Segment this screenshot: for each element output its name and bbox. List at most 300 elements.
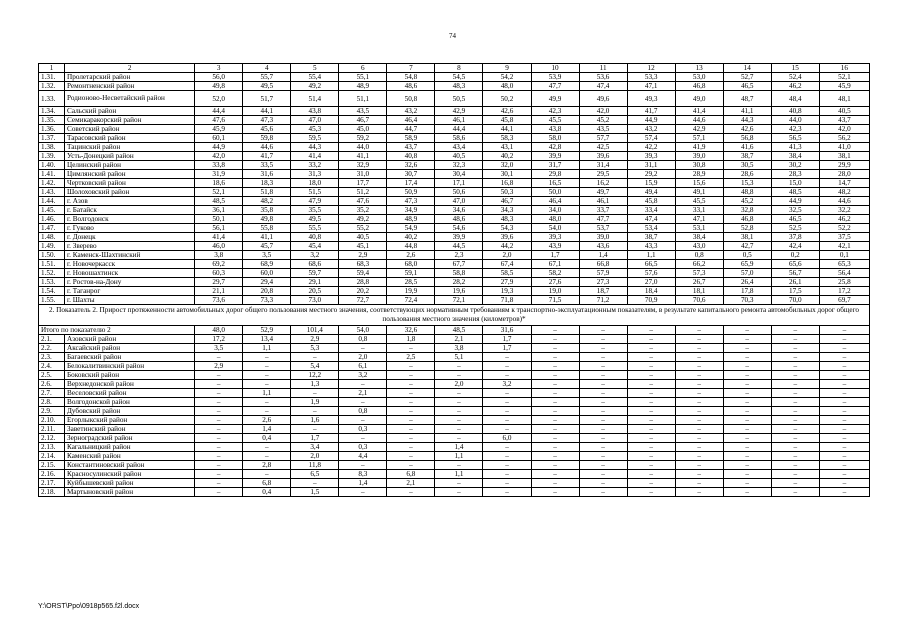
row-index: 1.48. — [39, 233, 65, 242]
district-name: Шолоховский район — [65, 188, 195, 197]
value-cell: 29,7 — [195, 278, 243, 287]
value-cell: 42,3 — [771, 125, 819, 134]
value-cell: 52,1 — [819, 73, 869, 82]
value-cell: 19,0 — [531, 287, 579, 296]
value-cell: 11,8 — [291, 461, 339, 470]
value-cell: – — [195, 434, 243, 443]
value-cell: – — [579, 371, 627, 380]
value-cell: 0,8 — [675, 251, 723, 260]
value-cell: 38,7 — [723, 152, 771, 161]
value-cell: 41,1 — [339, 152, 387, 161]
value-cell: 41,3 — [771, 143, 819, 152]
table-row — [39, 91, 870, 107]
row-index: 2.17. — [39, 479, 65, 488]
value-cell: 38,7 — [627, 233, 675, 242]
table-row — [39, 170, 870, 179]
value-cell: – — [819, 389, 869, 398]
value-cell: 47,0 — [291, 116, 339, 125]
value-cell: 57,1 — [675, 134, 723, 143]
value-cell: 49,1 — [675, 188, 723, 197]
value-cell: – — [387, 461, 435, 470]
value-cell: 1,7 — [483, 344, 531, 353]
value-cell: – — [627, 362, 675, 371]
value-cell: 2,1 — [339, 389, 387, 398]
value-cell: 34,9 — [387, 206, 435, 215]
value-cell: 46,1 — [435, 116, 483, 125]
value-cell: 48,7 — [723, 91, 771, 107]
value-cell: 58,6 — [435, 134, 483, 143]
value-cell: 0,3 — [339, 425, 387, 434]
value-cell: – — [819, 362, 869, 371]
value-cell: – — [195, 425, 243, 434]
value-cell: 45,2 — [579, 116, 627, 125]
value-cell: 68,6 — [291, 260, 339, 269]
value-cell: – — [339, 344, 387, 353]
value-cell: 17,5 — [771, 287, 819, 296]
table-row — [39, 425, 870, 434]
row-index: 2.9. — [39, 407, 65, 416]
section-title-row — [39, 305, 870, 326]
value-cell: 34,3 — [483, 206, 531, 215]
value-cell: 48,2 — [243, 197, 291, 206]
value-cell: 48,5 — [435, 326, 483, 335]
value-cell: 50,5 — [435, 91, 483, 107]
value-cell: – — [387, 443, 435, 452]
value-cell: 43,7 — [387, 143, 435, 152]
value-cell: 39,6 — [579, 152, 627, 161]
value-cell: – — [723, 434, 771, 443]
value-cell: – — [723, 362, 771, 371]
value-cell: – — [387, 425, 435, 434]
value-cell: – — [675, 416, 723, 425]
value-cell: 15,0 — [771, 179, 819, 188]
value-cell: 58,8 — [435, 269, 483, 278]
value-cell: – — [579, 335, 627, 344]
column-number: 5 — [291, 64, 339, 73]
table-row — [39, 125, 870, 134]
value-cell: – — [483, 479, 531, 488]
value-cell: 69,2 — [195, 260, 243, 269]
value-cell: 50,8 — [387, 91, 435, 107]
value-cell: 18,0 — [291, 179, 339, 188]
value-cell: 42,6 — [723, 125, 771, 134]
row-index: 2.8. — [39, 398, 65, 407]
row-index: 1.54. — [39, 287, 65, 296]
value-cell: 1,9 — [291, 398, 339, 407]
value-cell: 67,4 — [483, 260, 531, 269]
row-index: 1.40. — [39, 161, 65, 170]
value-cell: 48,8 — [723, 188, 771, 197]
value-cell: – — [387, 407, 435, 416]
value-cell: – — [579, 380, 627, 389]
value-cell: 31,0 — [339, 170, 387, 179]
value-cell: 45,0 — [339, 125, 387, 134]
value-cell: 46,4 — [387, 116, 435, 125]
table-row — [39, 470, 870, 479]
value-cell: – — [243, 470, 291, 479]
value-cell: 37,8 — [771, 233, 819, 242]
value-cell: 46,0 — [195, 242, 243, 251]
value-cell: 47,1 — [675, 215, 723, 224]
value-cell: – — [531, 488, 579, 497]
value-cell: 52,4 — [771, 73, 819, 82]
value-cell: 47,9 — [291, 197, 339, 206]
value-cell: – — [675, 398, 723, 407]
value-cell: 32,3 — [435, 161, 483, 170]
value-cell: 28,0 — [819, 170, 869, 179]
district-name: г. Батайск — [65, 206, 195, 215]
table-row — [39, 269, 870, 278]
value-cell: 56,8 — [723, 134, 771, 143]
value-cell: – — [531, 452, 579, 461]
district-name: Боковский район — [65, 371, 195, 380]
row-index: 2.16. — [39, 470, 65, 479]
value-cell: 70,0 — [771, 296, 819, 305]
value-cell: – — [723, 380, 771, 389]
value-cell: 45,8 — [627, 197, 675, 206]
value-cell: 45,6 — [243, 125, 291, 134]
row-index: 1.44. — [39, 197, 65, 206]
table-row — [39, 398, 870, 407]
value-cell: – — [531, 434, 579, 443]
value-cell: 30,7 — [387, 170, 435, 179]
value-cell: 38,4 — [675, 233, 723, 242]
value-cell: – — [195, 470, 243, 479]
value-cell: – — [195, 380, 243, 389]
value-cell: 44,5 — [435, 242, 483, 251]
column-number: 13 — [675, 64, 723, 73]
table-row — [39, 353, 870, 362]
table-row — [39, 251, 870, 260]
value-cell: 44,9 — [627, 116, 675, 125]
row-index: 1.33. — [39, 91, 65, 107]
value-cell: 1,7 — [483, 335, 531, 344]
table-row — [39, 116, 870, 125]
value-cell: 54,6 — [435, 224, 483, 233]
value-cell: 40,2 — [387, 233, 435, 242]
district-name: Багаевский район — [65, 353, 195, 362]
value-cell: 27,6 — [531, 278, 579, 287]
column-number: 15 — [771, 64, 819, 73]
value-cell: – — [531, 398, 579, 407]
value-cell: 48,0 — [483, 82, 531, 91]
value-cell: 47,0 — [435, 197, 483, 206]
value-cell: 41,7 — [627, 107, 675, 116]
value-cell: – — [579, 326, 627, 335]
value-cell: – — [483, 452, 531, 461]
value-cell: 38,1 — [723, 233, 771, 242]
value-cell: 6,8 — [243, 479, 291, 488]
value-cell: 31,6 — [243, 170, 291, 179]
value-cell: – — [195, 416, 243, 425]
value-cell: – — [627, 425, 675, 434]
value-cell: – — [435, 434, 483, 443]
value-cell: 55,2 — [339, 224, 387, 233]
table-row — [39, 461, 870, 470]
value-cell: 1,1 — [243, 389, 291, 398]
value-cell: 35,5 — [291, 206, 339, 215]
value-cell: 42,0 — [579, 107, 627, 116]
value-cell: – — [531, 407, 579, 416]
value-cell: 2,8 — [243, 461, 291, 470]
value-cell: 26,7 — [675, 278, 723, 287]
value-cell: 1,5 — [291, 488, 339, 497]
value-cell: 20,5 — [291, 287, 339, 296]
value-cell: 49,7 — [579, 188, 627, 197]
value-cell: 43,8 — [291, 107, 339, 116]
value-cell: – — [195, 371, 243, 380]
value-cell: – — [819, 326, 869, 335]
value-cell: 52,1 — [195, 188, 243, 197]
table-row — [39, 107, 870, 116]
value-cell: 45,5 — [675, 197, 723, 206]
value-cell: 44,4 — [435, 125, 483, 134]
value-cell: 6,8 — [387, 470, 435, 479]
value-cell: – — [819, 407, 869, 416]
value-cell: 45,3 — [291, 125, 339, 134]
value-cell: 43,8 — [531, 125, 579, 134]
value-cell: 32,8 — [723, 206, 771, 215]
value-cell: 2,0 — [291, 452, 339, 461]
row-index: 1.46. — [39, 215, 65, 224]
table-row — [39, 344, 870, 353]
value-cell: – — [531, 326, 579, 335]
value-cell: 51,5 — [291, 188, 339, 197]
value-cell: 31,9 — [195, 170, 243, 179]
value-cell: 58,0 — [531, 134, 579, 143]
value-cell: – — [819, 416, 869, 425]
row-index: 1.52. — [39, 269, 65, 278]
value-cell: 41,1 — [243, 233, 291, 242]
value-cell: 29,4 — [243, 278, 291, 287]
table-row — [39, 407, 870, 416]
value-cell: – — [579, 452, 627, 461]
value-cell: – — [771, 461, 819, 470]
value-cell: 38,4 — [771, 152, 819, 161]
value-cell: – — [531, 389, 579, 398]
value-cell: 27,9 — [483, 278, 531, 287]
value-cell: 65,3 — [819, 260, 869, 269]
value-cell: 46,5 — [723, 82, 771, 91]
value-cell: 52,0 — [195, 91, 243, 107]
value-cell: 53,7 — [579, 224, 627, 233]
value-cell: 42,7 — [723, 242, 771, 251]
value-cell: 2,3 — [435, 251, 483, 260]
value-cell: 33,7 — [579, 206, 627, 215]
value-cell: – — [483, 461, 531, 470]
value-cell: 5,1 — [435, 353, 483, 362]
column-number: 6 — [339, 64, 387, 73]
value-cell: – — [771, 398, 819, 407]
row-index: 1.32. — [39, 82, 65, 91]
value-cell: 1,8 — [387, 335, 435, 344]
table-row — [39, 389, 870, 398]
value-cell: – — [627, 389, 675, 398]
value-cell: – — [675, 389, 723, 398]
value-cell: 17,7 — [339, 179, 387, 188]
value-cell: – — [627, 416, 675, 425]
value-cell: 43,9 — [531, 242, 579, 251]
value-cell: 48,0 — [195, 326, 243, 335]
value-cell: – — [195, 461, 243, 470]
value-cell: 1,4 — [435, 443, 483, 452]
value-cell: 35,8 — [243, 206, 291, 215]
value-cell: 56,5 — [771, 134, 819, 143]
table-row — [39, 152, 870, 161]
value-cell: 53,3 — [627, 73, 675, 82]
value-cell: 0,5 — [723, 251, 771, 260]
value-cell: – — [627, 407, 675, 416]
table-row — [39, 278, 870, 287]
value-cell: 48,9 — [339, 82, 387, 91]
table-row — [39, 335, 870, 344]
value-cell: 49,5 — [243, 82, 291, 91]
value-cell: 18,6 — [195, 179, 243, 188]
value-cell: 2,0 — [339, 353, 387, 362]
value-cell: – — [339, 380, 387, 389]
value-cell: – — [627, 443, 675, 452]
value-cell: 54,3 — [483, 224, 531, 233]
value-cell: 47,7 — [579, 215, 627, 224]
value-cell: 8,3 — [339, 470, 387, 479]
value-cell: 0,1 — [819, 251, 869, 260]
value-cell: – — [819, 380, 869, 389]
value-cell: 69,7 — [819, 296, 869, 305]
value-cell: – — [627, 344, 675, 353]
value-cell: – — [483, 470, 531, 479]
value-cell: – — [771, 362, 819, 371]
value-cell: – — [243, 452, 291, 461]
value-cell: – — [675, 362, 723, 371]
district-name: Аксайский район — [65, 344, 195, 353]
value-cell: 0,3 — [339, 443, 387, 452]
value-cell: – — [819, 371, 869, 380]
table-row — [39, 161, 870, 170]
value-cell: – — [579, 488, 627, 497]
district-name: г. Каменск-Шахтинский — [65, 251, 195, 260]
table-row — [39, 242, 870, 251]
value-cell: 51,7 — [243, 91, 291, 107]
value-cell: – — [819, 488, 869, 497]
row-index: 1.39. — [39, 152, 65, 161]
value-cell: 2,6 — [387, 251, 435, 260]
value-cell: 2,9 — [339, 251, 387, 260]
value-cell: 41,1 — [723, 107, 771, 116]
value-cell: – — [291, 389, 339, 398]
district-name: г. Зверево — [65, 242, 195, 251]
value-cell: 42,4 — [771, 242, 819, 251]
value-cell: 44,6 — [243, 143, 291, 152]
value-cell: 54,2 — [483, 73, 531, 82]
value-cell: 29,5 — [579, 170, 627, 179]
value-cell: 56,2 — [819, 134, 869, 143]
value-cell: 52,2 — [819, 224, 869, 233]
value-cell: – — [435, 371, 483, 380]
section-title: 2. Показатель 2. Прирост протяженности автомобильных дорог общего пользования местного значения, соответствующих нормативным требованиям к транспортно-эксплуатационным показателям, в результате капитального ремонта автомобильных дорог общего пользования местного значения (километров)* — [39, 305, 870, 326]
value-cell: 44,9 — [195, 143, 243, 152]
district-name: Кагальницкий район — [65, 443, 195, 452]
value-cell: 54,0 — [531, 224, 579, 233]
row-index: 1.34. — [39, 107, 65, 116]
value-cell: – — [771, 380, 819, 389]
value-cell: 52,8 — [723, 224, 771, 233]
value-cell: 68,3 — [339, 260, 387, 269]
value-cell: 25,8 — [819, 278, 869, 287]
value-cell: – — [339, 488, 387, 497]
district-name: Тацинский район — [65, 143, 195, 152]
table-row — [39, 371, 870, 380]
value-cell: – — [483, 398, 531, 407]
value-cell: – — [819, 470, 869, 479]
value-cell: – — [627, 326, 675, 335]
table-row — [39, 188, 870, 197]
value-cell: 19,9 — [387, 287, 435, 296]
value-cell: 43,3 — [627, 242, 675, 251]
district-name: Целинский район — [65, 161, 195, 170]
value-cell: 59,5 — [291, 134, 339, 143]
value-cell: – — [723, 443, 771, 452]
value-cell: 55,8 — [243, 224, 291, 233]
value-cell: 56,0 — [195, 73, 243, 82]
value-cell: – — [483, 407, 531, 416]
value-cell: 30,4 — [435, 170, 483, 179]
value-cell: 42,9 — [435, 107, 483, 116]
value-cell: 65,9 — [723, 260, 771, 269]
value-cell: 50,9 — [387, 188, 435, 197]
value-cell: – — [291, 425, 339, 434]
value-cell: 30,8 — [675, 161, 723, 170]
value-cell: 32,0 — [483, 161, 531, 170]
value-cell: – — [579, 344, 627, 353]
value-cell: 43,2 — [627, 125, 675, 134]
value-cell: – — [531, 470, 579, 479]
value-cell: 33,4 — [627, 206, 675, 215]
value-cell: 3,8 — [435, 344, 483, 353]
row-index: 2.14. — [39, 452, 65, 461]
value-cell: 2,5 — [387, 353, 435, 362]
value-cell: 48,5 — [195, 197, 243, 206]
value-cell: – — [627, 353, 675, 362]
column-number: 14 — [723, 64, 771, 73]
table-row — [39, 73, 870, 82]
table-row — [39, 197, 870, 206]
row-index: 1.45. — [39, 206, 65, 215]
value-cell: – — [771, 470, 819, 479]
value-cell: 40,5 — [435, 152, 483, 161]
value-cell: 58,2 — [531, 269, 579, 278]
value-cell: – — [771, 452, 819, 461]
value-cell: – — [723, 425, 771, 434]
value-cell: 44,6 — [819, 197, 869, 206]
value-cell: – — [387, 362, 435, 371]
value-cell: – — [531, 425, 579, 434]
district-name: Веселовский район — [65, 389, 195, 398]
value-cell: – — [435, 398, 483, 407]
page-number: 74 — [449, 32, 456, 40]
value-cell: 58,9 — [387, 134, 435, 143]
value-cell: – — [195, 398, 243, 407]
value-cell: 46,8 — [723, 215, 771, 224]
value-cell: 1,1 — [435, 470, 483, 479]
value-cell: 48,6 — [435, 215, 483, 224]
value-cell: 29,8 — [531, 170, 579, 179]
value-cell: 39,9 — [531, 152, 579, 161]
value-cell: – — [531, 362, 579, 371]
district-name: г. Ростов-на-Дону — [65, 278, 195, 287]
value-cell: 13,4 — [243, 335, 291, 344]
value-cell: 3,4 — [291, 443, 339, 452]
value-cell: – — [579, 425, 627, 434]
